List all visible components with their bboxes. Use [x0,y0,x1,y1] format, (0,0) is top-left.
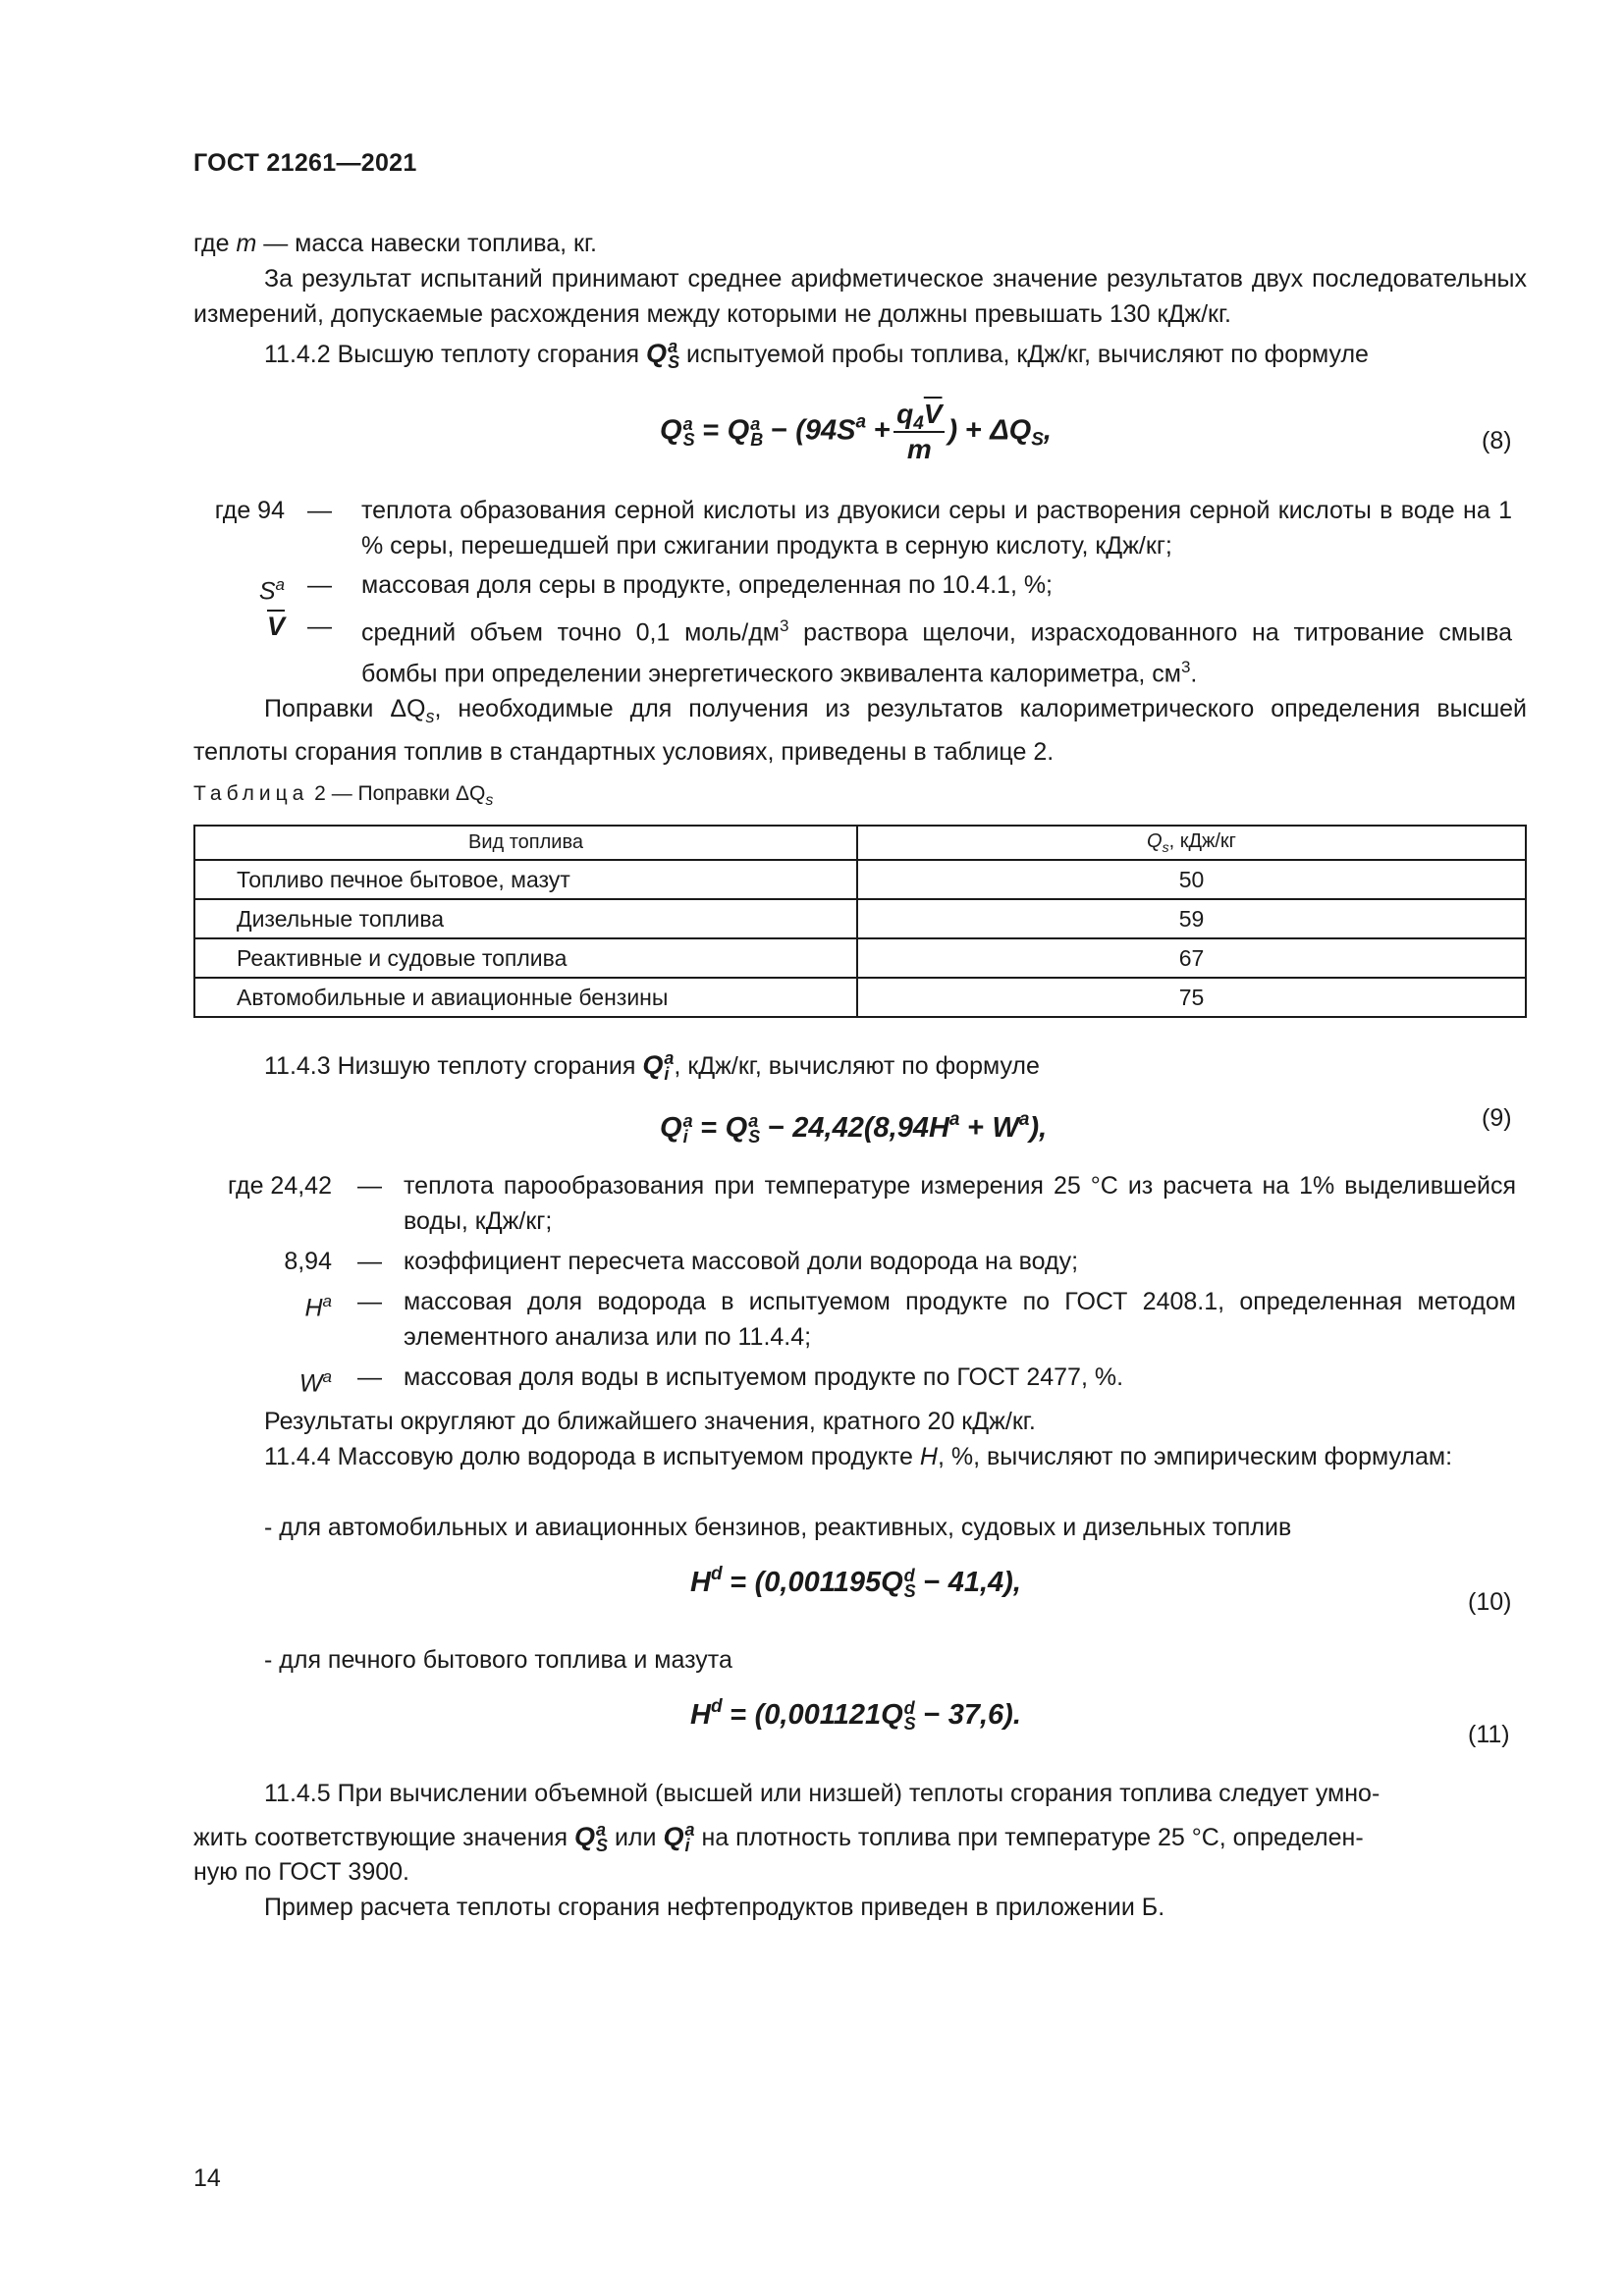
section-11-4-4-intro: 11.4.4 Массовую долю водорода в испытуемом продукте H, %, вычисляют по эмпирическим формулам: [264,1443,1453,1470]
definition-label: 8,94 [284,1248,332,1275]
section-11-4-5-line1: 11.4.5 При вычислении объемной (высшей или низшей) теплоты сгорания топлива следует умно- [264,1780,1380,1807]
definition-label: где 24,42 [228,1172,332,1200]
section-11-4-5-line2: жить соответствующие значения Q a S или Q a i на плотность топлива при температуре 25 °С, определен- [193,1820,1364,1855]
symbol-qsa: Q a S [573,1820,609,1855]
section-11-4-2-intro [264,336,1541,372]
fuel-name: Дизельные топлива [194,899,857,938]
intro-text-end: — масса навески топлива, кг. [256,230,597,257]
definition-label: $S^a$ [258,575,285,606]
symbol-qia: Q a i [642,1048,675,1084]
list-item-heating-oil: - для печного бытового топлива и мазута [264,1646,732,1674]
definition-text: массовая доля водорода в испытуемом продукте по ГОСТ 2408.1, определенная методом элементного анализа или по 11.4.4; [404,1288,1516,1351]
column-header-fuel: Вид топлива [194,826,857,860]
fuel-name: Реактивные и судовые топлива [194,938,857,978]
section-text: 11.4.2 Высшую теплоту сгорания [264,341,640,368]
definition-text: средний объем точно 0,1 моль/$дм^3$ раствора щелочи, израсходованного на титрование смыва бомбы при определении энергетического эквивалента калориметра, $см^3$. [361,616,1512,688]
definition-label: $\overline{V}$ [266,612,285,641]
formula-8: Q a S = Q a B − ($94S^a$ + $\frac{q_4\overline{V}}{m}$ ) + $\Delta Q_S$, [660,399,1052,464]
table-header-row [194,826,1526,860]
intro-line [193,226,1527,261]
correction-value: 75 [857,978,1526,1017]
result-paragraph: За результат испытаний принимают среднее арифметическое значение результатов двух последовательных измерений, допускаемые расхождения между которыми не должны превышать 130 кДж/кг. [193,265,1527,328]
corrections-paragraph: Поправки $\Delta Q_s$, необходимые для получения из результатов калориметрического определения высшей теплоты сгорания топлив в стандартных условиях, приведены в таблице 2. [193,695,1528,766]
equation-number-9: (9) [1482,1104,1512,1132]
column-header-qs: $Q_s$, кДж/кг [857,826,1526,860]
equation-number-10: (10) [1468,1588,1512,1616]
intro-variable: m [236,230,257,257]
table-row [194,860,1526,899]
definition-text: массовая доля воды в испытуемом продукте по ГОСТ 2477, %. [404,1363,1124,1391]
definition-text: теплота парообразования при температуре измерения 25 °С из расчета на 1% выделившейся воды, кДж/кг; [404,1172,1516,1235]
section-11-4-3-intro: 11.4.3 Низшую теплоту сгорания Q a i , кДж/кг, вычисляют по формуле [264,1048,1040,1084]
document-page: ГОСТ 21261—2021 где m — масса навески топлива, кг. За результат испытаний принимают среднее арифметическое значение результатов двух последовательных измерений, допускаемые расхождения между которыми не должны превышать 130 кДж/кг. 11.4.2 Высшую теплоту сгорания Q a S испытуемой пробы топлива, кДж/кг, вычисляют по формуле Q a S = Q a B − ($94S^a$ + $\frac{q_4\overline{V}}{m}$ ) + $\Delta Q_S$, (8) где 94 — теплота образования серной кислоты из двуокиси серы и растворения серной кислоты в воде на 1 % серы, перешедшей при сжигании продукта в серную кислоту, кДж/кг; $S^a$ — массовая доля серы в продукте, определенная по 10.4.1, %; $\overline{V}$ — средний объем точно 0,1 моль/$дм^3$ раствора щелочи, израсходованного на титрование смыва бомбы при определении энергетического эквивалента калориметра, $см^3$. Поправки $\Delta Q_s$, необходимые для получения из результатов калориметрического определения высшей теплоты сгорания топлив в стандартных условиях, приведены в таблице 2. Таблица 2 — Поправки $\Delta Q_s$ Вид топлива $Q_s$, кДж/кг Топливо печное бытовое, мазут 50 Дизельные топлива 59 Реактивные и судовые топлива 67 Автомобильные и авиационные бензины 75 11.4.3 Низшую теплоту сгорания Q a i , кДж/кг, вычисляют по формуле Q a i = Q a S − $24,42(8,94H^a + W^a)$, (9) где 24,42 — теплота парообразования при температуре измерения 25 °С из расчета на 1% выделившейся воды, кДж/кг; 8,94 — коэффициент пересчета массовой доли водорода на воду; $H^a$ — массовая доля водорода в испытуемом продукте по ГОСТ 2408.1, определенная методом элементного анализа или по 11.4.4; $W^a$ — массовая доля воды в испытуемом продукте по ГОСТ 2477, %. Результаты округляют до ближайшего значения, кратного 20 кДж/кг. 11.4.4 Массовую долю водорода в испытуемом продукте H, %, вычисляют по эмпирическим формулам: - для автомобильных и авиационных бензинов, реактивных, судовых и дизельных топлив $H^d = (0,001195Q$ d S − 41,4), (10) - для печного бытового топлива и мазута $H^d = (0,001121Q$ d S − 37,6). (11) 11.4.5 При вычислении объемной (высшей или низшей) теплоты сгорания топлива следует умно- жить соответствующие значения Q a S или Q a i на плотность топлива при температуре 25 °С, определен- ную по ГОСТ 3900. Пример расчета теплоты сгорания нефтепродуктов приведен в приложении Б. 14 [0,0,1624,2296]
correction-value: 67 [857,938,1526,978]
formula-10: $H^d = (0,001195Q$ d S − 41,4), [690,1564,1021,1601]
formula-9: Q a i = Q a S − $24,42(8,94H^a + W^a)$, [660,1109,1048,1147]
document-header: ГОСТ 21261—2021 [193,149,417,177]
section-text-end: испытуемой пробы топлива, кДж/кг, вычисляют по формуле [686,341,1369,368]
definition-label: где 94 [214,497,285,524]
definition-text: массовая доля серы в продукте, определенная по 10.4.1, %; [361,571,1054,599]
equation-number-11: (11) [1468,1721,1510,1748]
list-item-gasoline: - для автомобильных и авиационных бензинов, реактивных, судовых и дизельных топлив [264,1514,1292,1541]
table-row [194,978,1526,1017]
example-reference: Пример расчета теплоты сгорания нефтепродуктов приведен в приложении Б. [264,1894,1165,1921]
corrections-table [193,825,1527,1018]
table-row [194,899,1526,938]
table-row [194,938,1526,978]
rounding-note: Результаты округляют до ближайшего значения, кратного 20 кДж/кг. [264,1408,1036,1435]
table-caption: Таблица 2 — Поправки $\Delta Q_s$ [193,782,494,810]
equation-number-8: (8) [1482,427,1512,454]
correction-value: 50 [857,860,1526,899]
formula-11: $H^d = (0,001121Q$ d S − 37,6). [690,1696,1021,1734]
symbol-qsa: Q a S [646,337,680,372]
correction-value: 59 [857,899,1526,938]
definition-text: теплота образования серной кислоты из двуокиси серы и растворения серной кислоты в воде на 1 % серы, перешедшей при сжигании продукта в серную кислоту, кДж/кг; [361,497,1512,560]
definition-text: коэффициент пересчета массовой доли водорода на воду; [404,1248,1079,1275]
section-11-4-5-line3: ную по ГОСТ 3900. [193,1858,409,1886]
intro-text: где [193,230,237,257]
definition-label: $H^a$ [304,1292,332,1322]
fuel-name: Автомобильные и авиационные бензины [194,978,857,1017]
page-number: 14 [193,2164,221,2192]
symbol-qia: Q a i [663,1820,695,1855]
definition-label: $W^a$ [298,1367,332,1398]
fuel-name: Топливо печное бытовое, мазут [194,860,857,899]
